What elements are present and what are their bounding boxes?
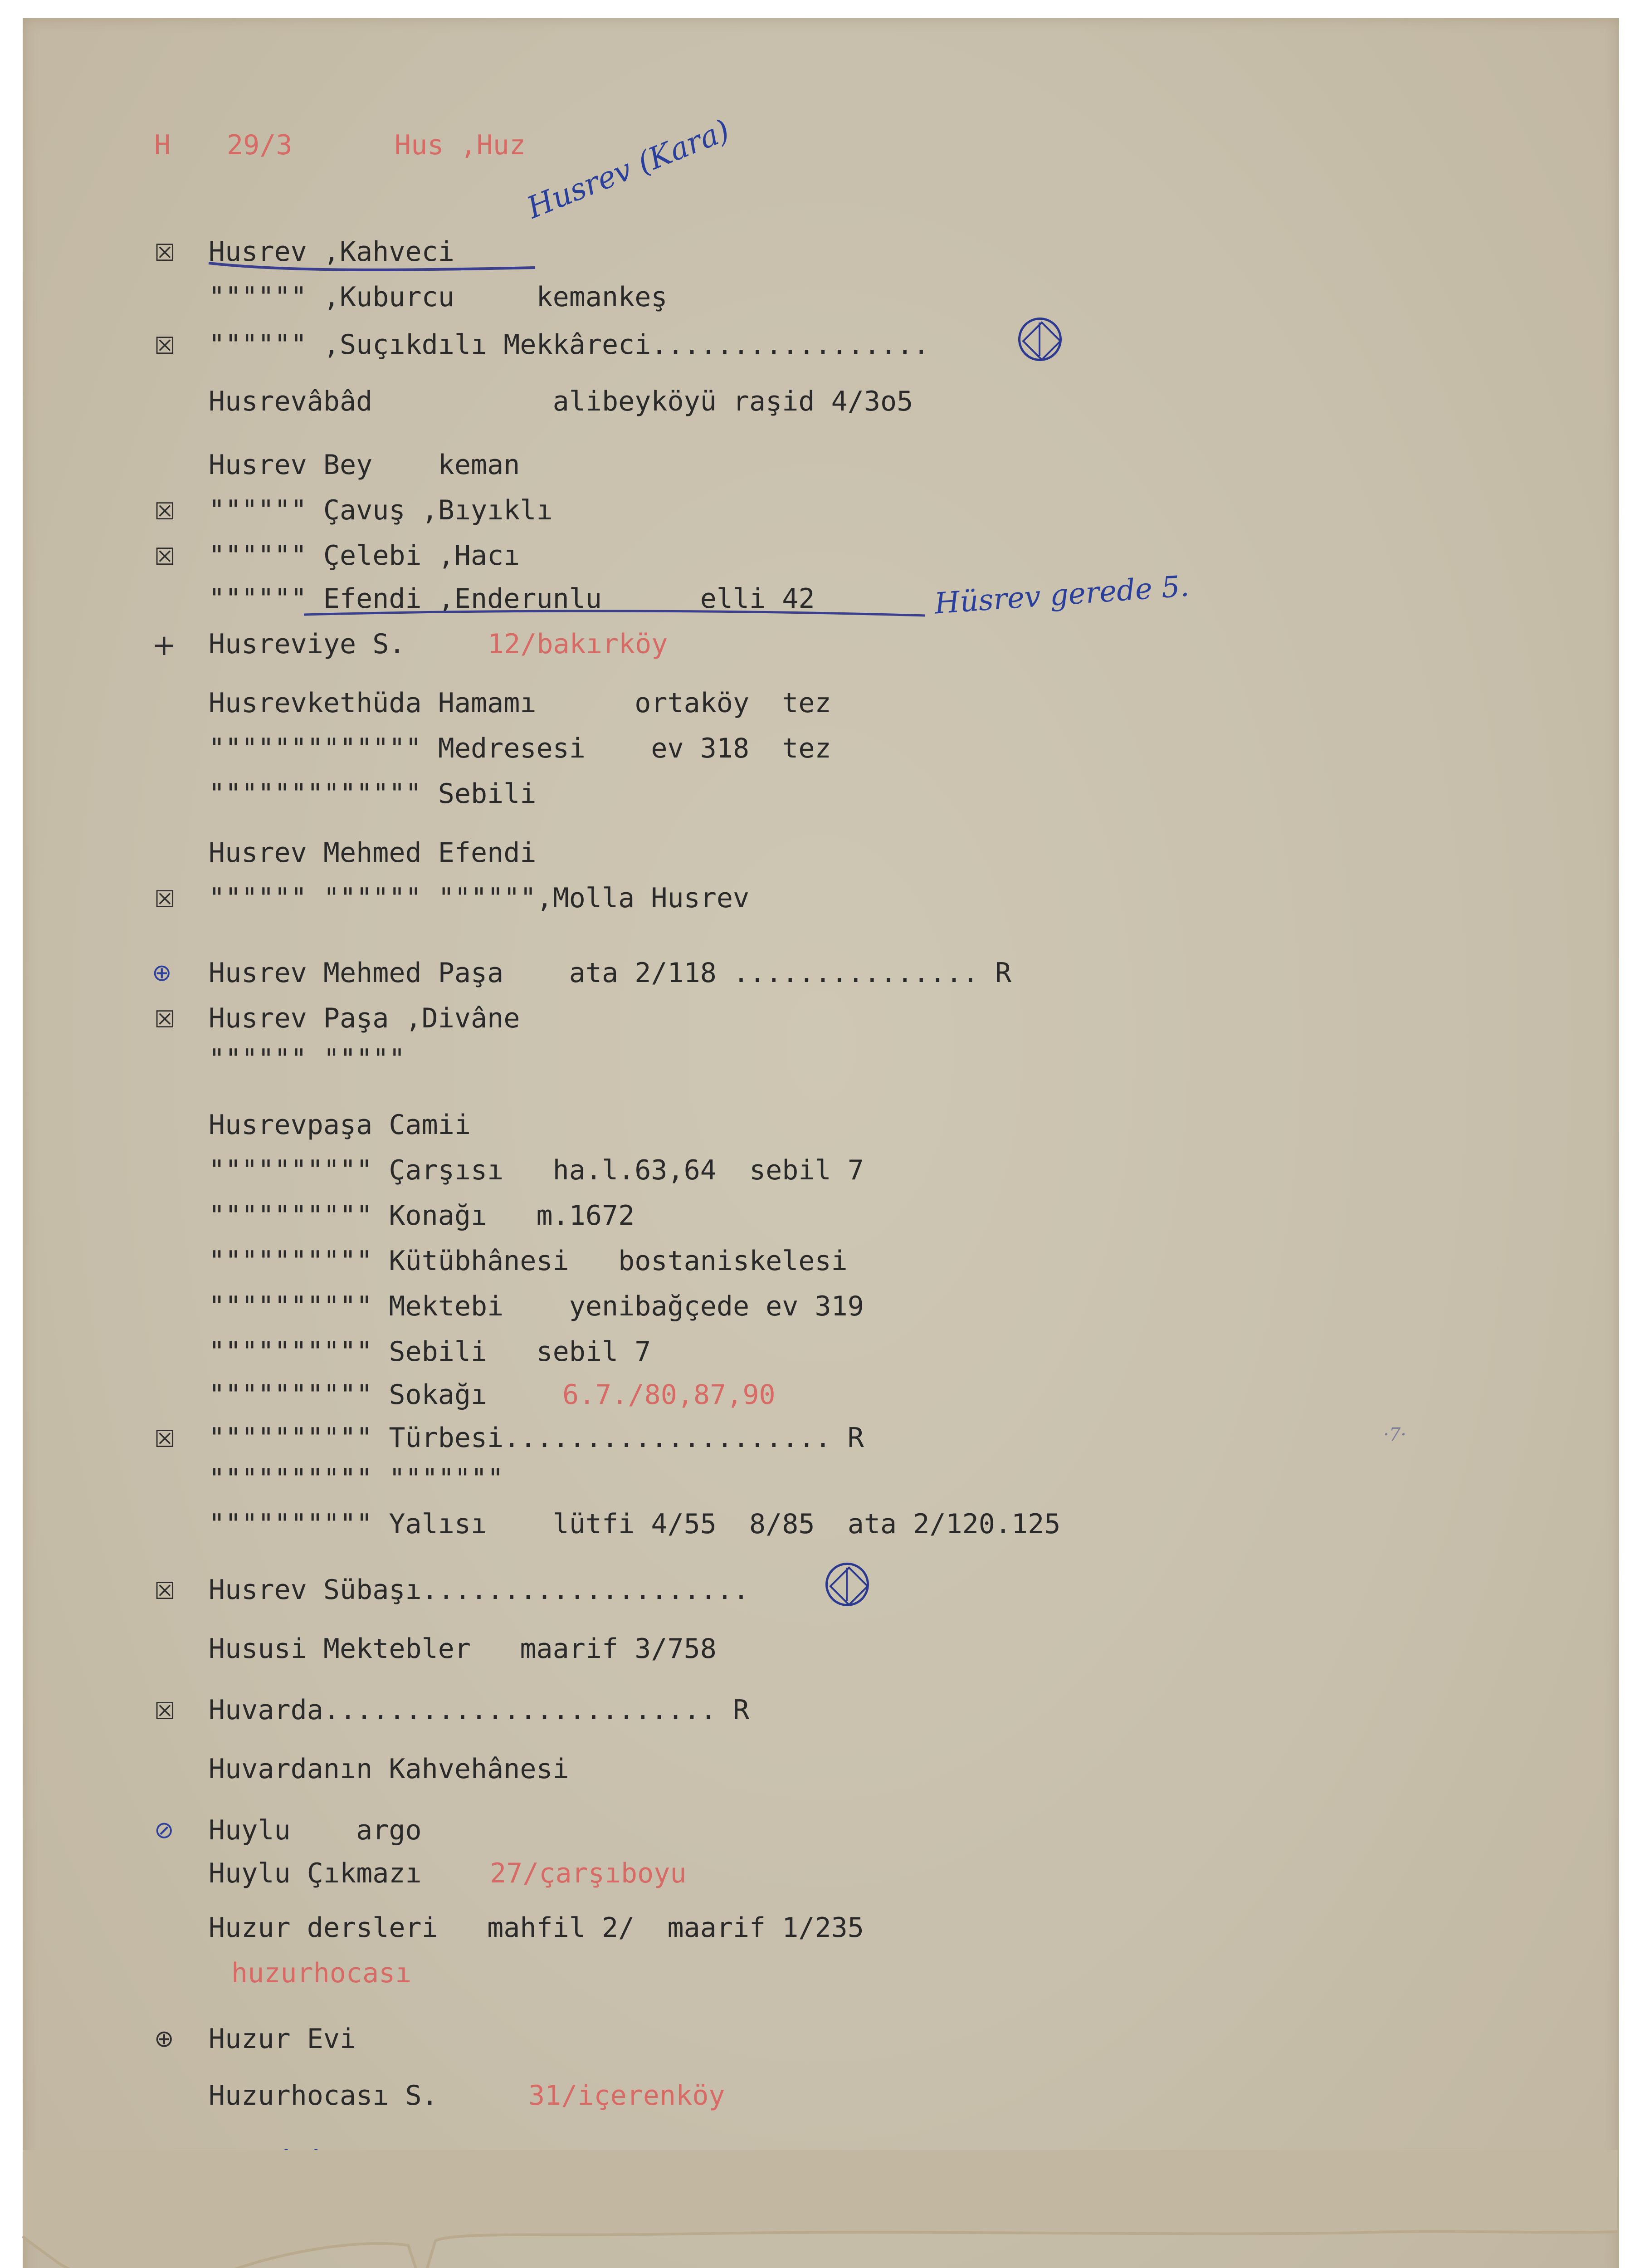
entry-huylu-cikmazi: Huylu Çıkmazı (209, 1857, 422, 1889)
crossed-box-icon: ☒ (154, 1698, 176, 1725)
crossed-box-icon: ☒ (154, 1006, 176, 1033)
entry-sucikdili: """""" ,Suçıkdılı Mekkâreci................. (209, 329, 930, 361)
entry-hususi-mektebler: Hususi Mektebler maarif 3/758 (209, 1633, 717, 1665)
circle-check-icon: ⊘ (154, 1817, 174, 1844)
handwritten-kara-note: Husrev (Kara) (522, 112, 735, 225)
entry-subasi: Husrev Sübaşı.................... (209, 1574, 750, 1606)
entry-huvarda: Huvarda........................ R (209, 1694, 750, 1726)
entry-efendi-enderunlu: """""" Efendi ,Enderunlu elli 42 (209, 583, 815, 615)
ink-stamp-icon (825, 1563, 869, 1606)
entry-kutubhanesi: """""""""" Kütübhânesi bostaniskelesi (209, 1245, 848, 1277)
kahveci-underline (200, 254, 544, 281)
entry-kethuda-hamami: Husrevkethüda Hamamı ortaköy tez (209, 687, 831, 719)
entry-yalisi: """""""""" Yalısı lütfi 4/55 8/85 ata 2/120.125 (209, 1508, 1061, 1540)
crossed-box-icon: ☒ (154, 1426, 176, 1453)
torn-bottom-edge (0, 2150, 1640, 2268)
entry-molla-husrev: """""" """""" """""",Molla Husrev (209, 882, 750, 914)
entry-huzurhocasi-ref: huzurhocası (231, 1957, 412, 1989)
crossed-box-icon: ☒ (154, 543, 176, 571)
entry-huylu-cikmazi-ref: 27/çarşıboyu (490, 1857, 687, 1889)
entry-mektebi: """""""""" Mektebi yenibağçede ev 319 (209, 1290, 864, 1322)
entry-husrev-pasa: Husrev Paşa ,Divâne (209, 1002, 520, 1034)
ink-stamp-icon (1018, 318, 1062, 361)
entry-sebili: """""""""" Sebili sebil 7 (209, 1336, 651, 1368)
entry-kethuda-sebili: """"""""""""" Sebili (209, 778, 537, 810)
entry-huzurhocasi-s-ref: 31/içerenköy (528, 2080, 725, 2112)
entry-huvarda-kahvehanesi: Huvardanın Kahvehânesi (209, 1753, 569, 1785)
crossed-box-icon: ☒ (154, 240, 176, 267)
entry-husreviye-ref: 12/bakırköy (488, 628, 668, 660)
entry-camii: Husrevpaşa Camii (209, 1109, 471, 1141)
entry-husreviye: Husreviye S. (209, 628, 405, 660)
entry-konagi: """""""""" Konağı m.1672 (209, 1200, 635, 1232)
enderunlu-underline (299, 606, 934, 628)
entry-turbesi-ditto: """""""""" """"""" (209, 1463, 504, 1495)
header-range: Hus ,Huz (395, 129, 526, 161)
entry-carsisi: """""""""" Çarşısı ha.l.63,64 sebil 7 (209, 1154, 864, 1186)
margin-pencil-mark: ·7· (1383, 1424, 1406, 1445)
entry-sokagi-ref: 6.7./80,87,90 (562, 1379, 776, 1411)
header-letter: H (154, 129, 171, 161)
handwritten-gerede-note: Hüsrev gerede 5. (933, 569, 1191, 621)
entry-kuburcu: """""" ,Kuburcu kemankeş (209, 281, 668, 313)
entry-huzur-evi: Huzur Evi (209, 2023, 356, 2055)
entry-huzur-dersleri: Huzur dersleri mahfil 2/ maarif 1/235 (209, 1912, 864, 1944)
entry-turbesi: """""""""" Türbesi.................... R (209, 1422, 864, 1454)
circle-plus-icon: ⊕ (152, 959, 172, 987)
entry-huylu: Huylu argo (209, 1814, 422, 1846)
plus-icon: + (152, 629, 176, 662)
entry-cavus: """""" Çavuş ,Bıyıklı (209, 494, 553, 526)
entry-huzurhocasi-s: Huzurhocası S. (209, 2080, 438, 2112)
entry-husrev-kahveci: Husrev ,Kahveci (209, 236, 454, 268)
crossed-box-icon: ☒ (154, 498, 176, 525)
entry-mehmed-efendi: Husrev Mehmed Efendi (209, 837, 537, 869)
entry-kethuda-medresesi: """"""""""""" Medresesi ev 318 tez (209, 733, 831, 764)
entry-husrevabad: Husrevâbâd alibeyköyü raşid 4/3o5 (209, 386, 913, 417)
crossed-box-icon: ☒ (154, 886, 176, 913)
entry-sokagi: """""""""" Sokağı (209, 1379, 488, 1411)
header-number: 29/3 (227, 129, 293, 161)
crossed-box-icon: ☒ (154, 1578, 176, 1605)
entry-husrev-pasa-ditto: """""" """"" (209, 1043, 405, 1075)
entry-mehmed-pasa: Husrev Mehmed Paşa ata 2/118 ............... R (209, 957, 1012, 989)
entry-celebi: """""" Çelebi ,Hacı (209, 540, 520, 572)
entry-husrev-bey: Husrev Bey keman (209, 449, 520, 481)
crossed-box-icon: ☒ (154, 332, 176, 360)
circle-plus-icon: ⊕ (154, 2025, 174, 2053)
